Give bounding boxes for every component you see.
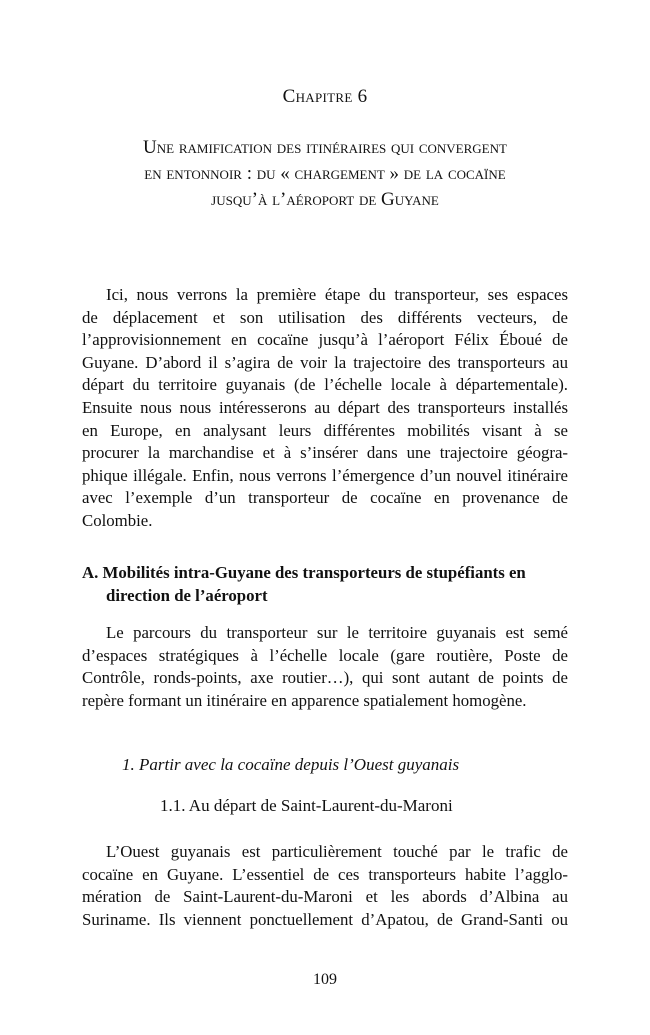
text-line: L’Ouest guyanais est particulièrement touché par le trafic de (106, 842, 568, 861)
text-line: l’approvisionnement en cocaïne jusqu’à l’aéroport Félix Éboué de (82, 330, 568, 350)
text-line: phique illégale. Enfin, nous verrons l’émergence d’un nouvel itinéraire (82, 465, 568, 485)
section-heading-line: direction de l’aéroport (106, 586, 268, 605)
text-line: d’espaces stratégiques à l’échelle locale (gare routière, Poste de (82, 645, 568, 665)
text-line: repère formant un itinéraire en apparence spatialement homogène. (82, 690, 527, 710)
text-line: mération de Saint-Laurent-du-Maroni et les abords d’Albina au (82, 887, 568, 907)
chapter-label: Chapitre 6 (282, 86, 368, 107)
text-line: Guyane. D’abord il s’agira de voir la trajectoire des transporteurs au (82, 352, 568, 372)
subsection-1-1-heading: 1.1. Au départ de Saint-Laurent-du-Maroni (160, 796, 453, 815)
subsection-1-heading: 1. Partir avec la cocaïne depuis l’Ouest guyanais (122, 755, 460, 774)
text-line: avec l’exemple d’un transporteur de cocaïne en provenance de (82, 488, 568, 508)
text-line: Ici, nous verrons la première étape du transporteur, ses espaces (106, 285, 568, 304)
section-a-paragraph (82, 622, 568, 712)
subsection-1-1-paragraph (82, 841, 568, 931)
text-line: Suriname. Ils viennent ponctuellement d’Apatou, de Grand-Santi ou (82, 909, 568, 929)
chapter-title-line: Une ramification des itinéraires qui convergent (143, 137, 507, 158)
chapter-title (60, 135, 590, 213)
text-line: Le parcours du transporteur sur le territoire guyanais est semé (106, 623, 568, 642)
intro-paragraph (82, 284, 568, 533)
text-line: Colombie. (82, 510, 153, 530)
text-line: départ du territoire guyanais (de l’échelle locale à départementale). (82, 375, 568, 395)
chapter-title-line: jusqu’à l’aéroport de Guyane (211, 189, 439, 210)
text-line: Ensuite nous nous intéresserons au départ des transporteurs installés (82, 397, 568, 417)
page-number: 109 (313, 971, 337, 988)
text-line: Contrôle, ronds-points, axe routier…), qui sont autant de points de (82, 668, 568, 688)
text-line: en Europe, en analysant leurs différentes mobilités visant à se (82, 420, 568, 440)
text-line: procurer la marchandise et à s’insérer dans une trajectoire géogra- (82, 443, 568, 463)
section-heading-line: A. Mobilités intra-Guyane des transporteurs de stupéfiants en (82, 563, 526, 582)
text-line: de déplacement et son utilisation des différents vecteurs, de (82, 307, 568, 327)
section-a-heading (82, 561, 568, 607)
chapter-title-line: en entonnoir : du « chargement » de la cocaïne (144, 163, 506, 184)
text-line: cocaïne en Guyane. L’essentiel de ces transporteurs habite l’agglo- (82, 864, 568, 884)
